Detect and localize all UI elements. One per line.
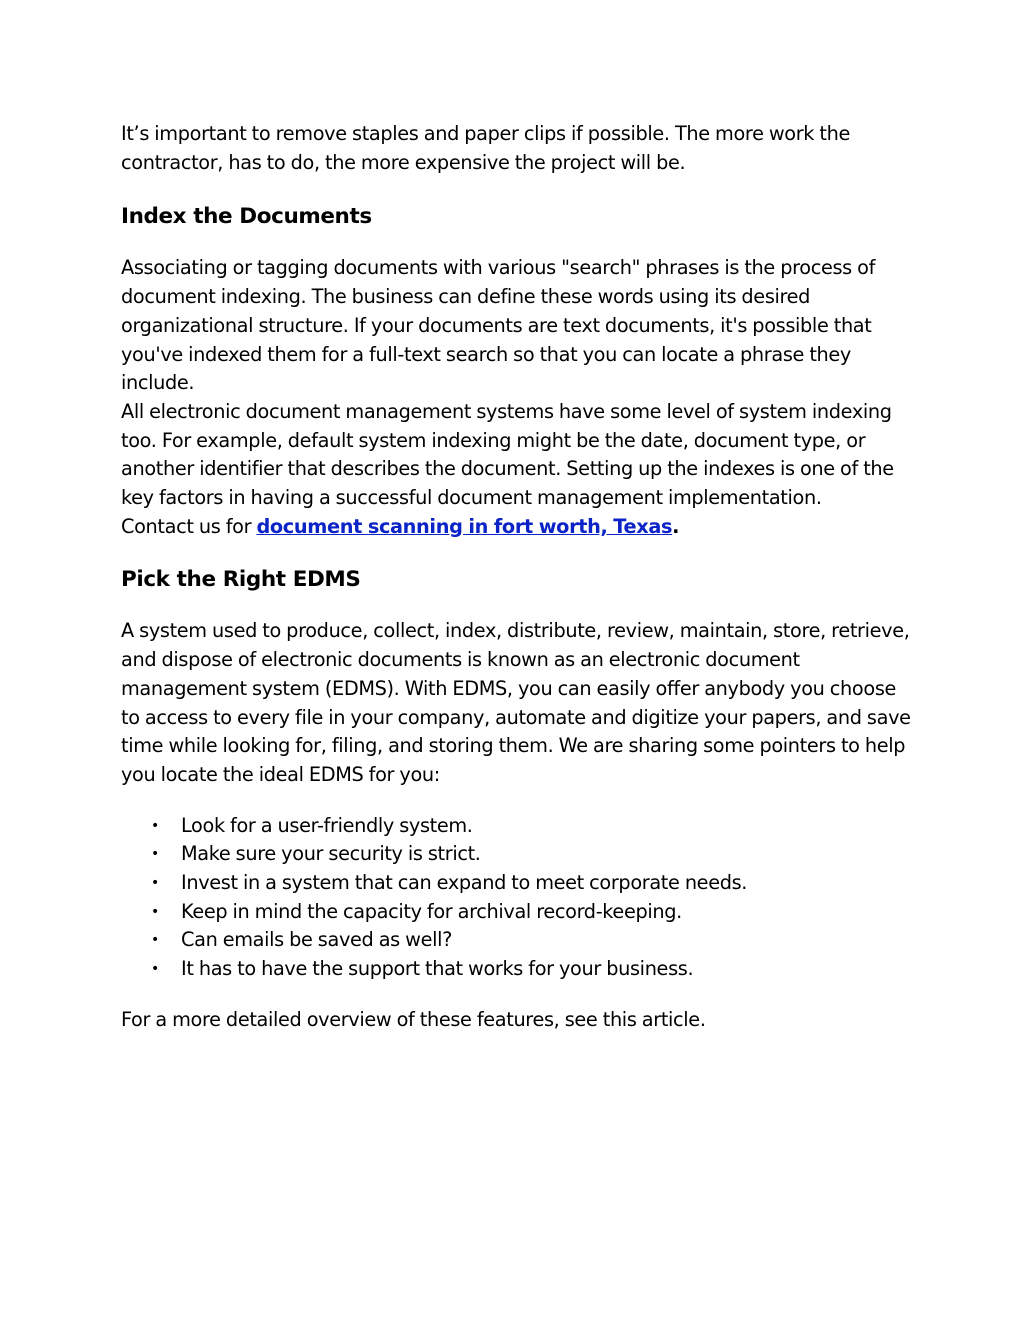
list-item <box>121 840 911 869</box>
document-scanning-link[interactable]: document scanning in fort worth, Texas <box>256 514 673 538</box>
bullet-icon: • <box>151 846 159 863</box>
bullet-icon: • <box>151 961 159 978</box>
list-item <box>121 898 911 927</box>
list-item-text: Invest in a system that can expand to meet corporate needs. <box>181 871 748 895</box>
list-item-text: Make sure your security is strict. <box>181 842 481 866</box>
closing-paragraph: For a more detailed overview of these features, see this article. <box>121 1007 706 1031</box>
bullet-icon: • <box>151 903 159 920</box>
list-item-text: It has to have the support that works for your business. <box>181 957 694 981</box>
bullet-icon: • <box>151 875 159 892</box>
list-item <box>121 955 911 984</box>
contact-suffix: . <box>672 514 680 538</box>
list-item <box>121 869 911 898</box>
list-item <box>121 926 911 955</box>
contact-paragraph <box>121 513 911 542</box>
list-item <box>121 812 911 841</box>
index-paragraph-2: All electronic document management systems have some level of system indexing too. For example, default system indexing might be the date, document type, or another identifier that describes the document. Setting up the indexes is one of the key factors in having a successful document management implementation. <box>121 399 894 510</box>
document-page <box>121 120 911 1035</box>
index-documents-heading: Index the Documents <box>121 204 372 230</box>
index-paragraph-1: Associating or tagging documents with various "search" phrases is the process of document indexing. The business can define these words using its desired organizational structure. If your documents are text documents, it's possible that you've indexed them for a full-text search so that you can locate a phrase they include. <box>121 256 876 395</box>
bullet-icon: • <box>151 817 159 834</box>
list-item-text: Keep in mind the capacity for archival record-keeping. <box>181 899 682 923</box>
list-item-text: Can emails be saved as well? <box>181 928 452 952</box>
intro-paragraph: It’s important to remove staples and paper clips if possible. The more work the contractor, has to do, the more expensive the project will be. <box>121 122 850 174</box>
contact-prefix: Contact us for <box>121 514 257 538</box>
edms-paragraph: A system used to produce, collect, index, distribute, review, maintain, store, retrieve, and dispose of electronic documents is known as an electronic document management system (EDMS). With EDMS, you can easily offer anybody you choose to access to every file in your company, automate and digitize your papers, and save time while looking for, filing, and storing them. We are sharing some pointers to help you locate the ideal EDMS for you: <box>121 619 911 786</box>
bullet-icon: • <box>151 932 159 949</box>
edms-pointers-list <box>121 812 911 984</box>
pick-edms-heading: Pick the Right EDMS <box>121 567 361 593</box>
list-item-text: Look for a user-friendly system. <box>181 813 473 837</box>
